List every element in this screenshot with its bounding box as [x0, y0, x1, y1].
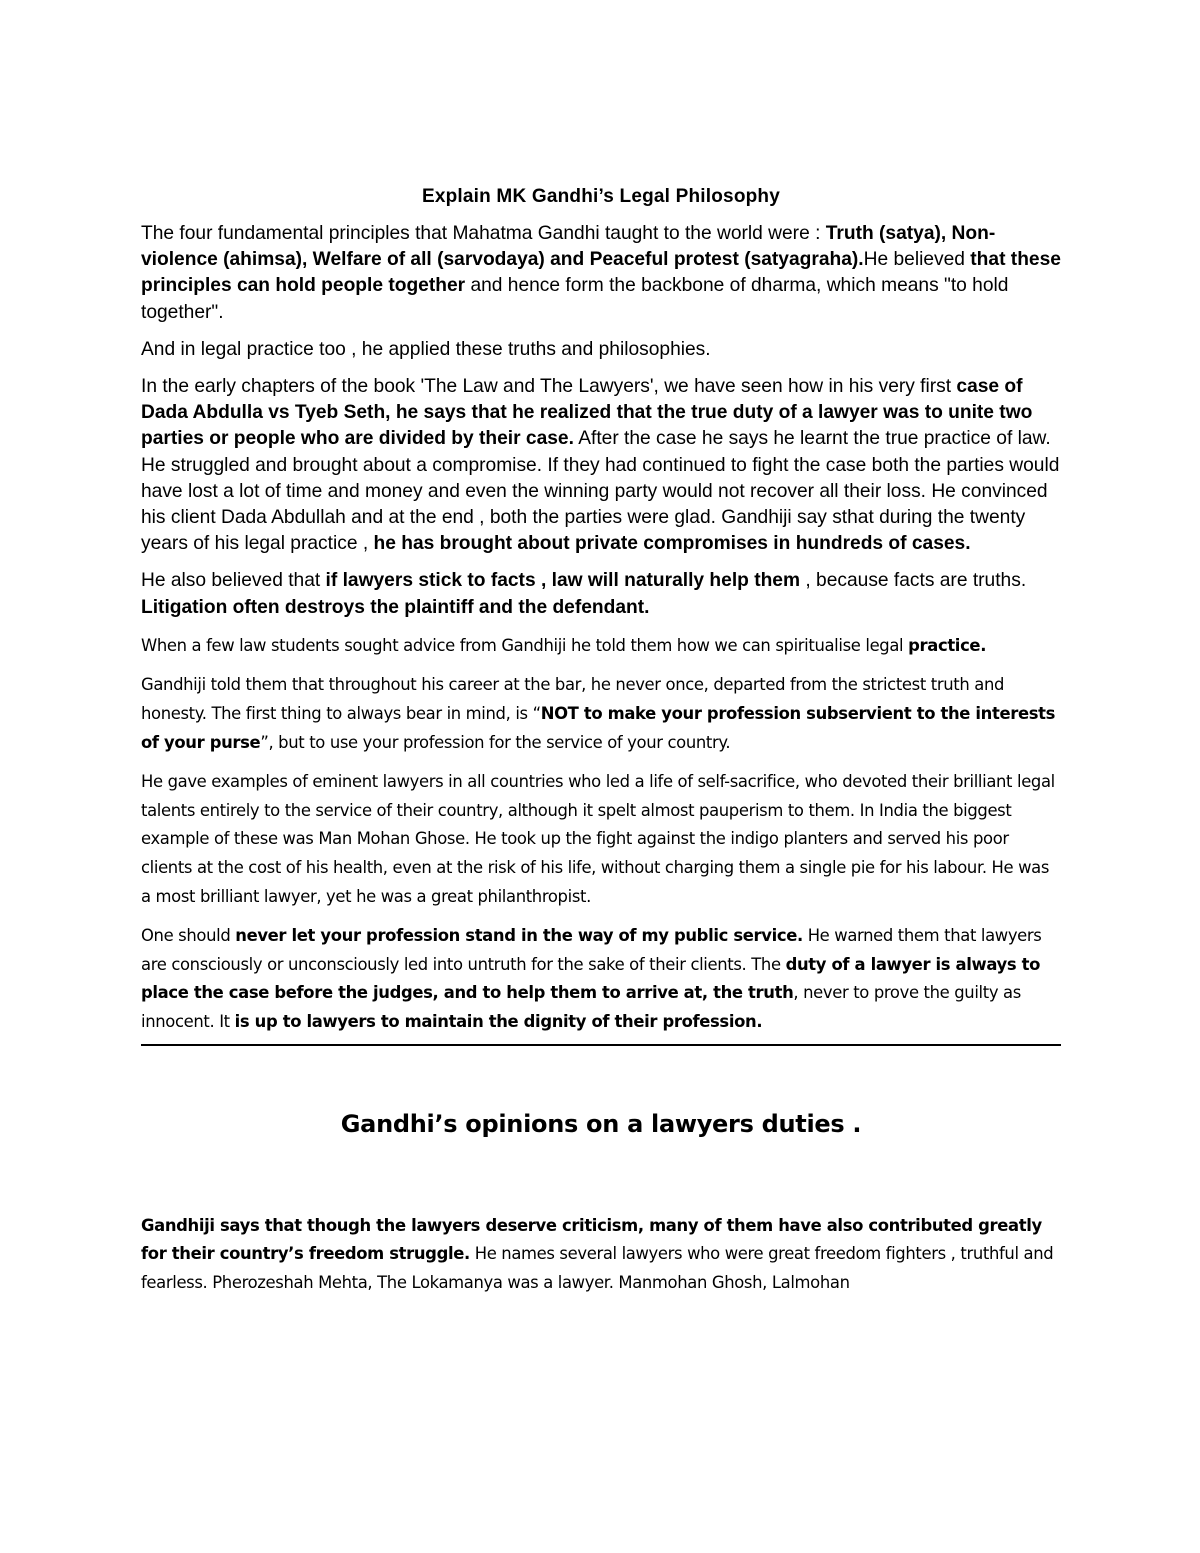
text-run: One should [141, 926, 236, 946]
text-run: and hence form the backbone of dharma, which means "to hold together". [141, 275, 1009, 323]
bold-run: NOT to make your profession subservient to the interests of your purse [141, 704, 1056, 752]
bold-run: is up to lawyers to maintain the dignity of their profession. [234, 1011, 763, 1031]
paragraph-legal-practice: And in legal practice too , he applied these truths and philosophies. [141, 338, 711, 360]
text-run: When a few law students sought advice from Gandhiji he told them how we can spiritualise legal [141, 635, 909, 655]
text-run: ”, but to use your profession for the service of your country. [260, 732, 731, 752]
bold-run: practice. [908, 635, 987, 655]
text-run: He names several lawyers who were great freedom fighters , truthful and fearless. Pherozeshah Mehta, The Lokamanya was a lawyer. Manmohan Ghosh, Lalmohan [141, 1244, 1054, 1292]
bold-run: Truth (satya), Non-violence (ahimsa), Welfare of all (sarvodaya) and Peaceful protest (satyagraha). [141, 223, 996, 271]
text-run: In the early chapters of the book 'The Law and The Lawyers', we have seen how in his very first [141, 376, 957, 398]
horizontal-divider [141, 1044, 1061, 1046]
text-run: He believed [863, 249, 971, 271]
paragraph-truth-honesty [141, 671, 1061, 757]
bold-run: if lawyers stick to facts , law will naturally help them [325, 570, 801, 592]
document-title: Explain MK Gandhi’s Legal Philosophy [421, 186, 781, 207]
bold-run: he has brought about private compromises in hundreds of cases. [373, 533, 971, 555]
bold-run: Gandhiji says that though the lawyers deserve criticism, many of them have also contributed greatly for their country’s freedom struggle. [141, 1215, 1042, 1264]
paragraph-dada-abdulla-case [141, 374, 1061, 557]
paragraph-freedom-struggle [141, 1212, 1061, 1298]
text-run: He also believed that [141, 570, 326, 592]
paragraph-law-students [141, 632, 1061, 661]
bold-run: that these principles can hold people together [141, 249, 1061, 297]
text-run: , never to prove the guilty as innocent. It [141, 983, 1021, 1031]
document-page [141, 186, 1061, 1308]
text-run: , because facts are truths. [800, 570, 1027, 592]
text-run: After the case he says he learnt the true practice of law. He struggled and brought about a compromise. If they had continued to fight the case both the parties would have lost a lot of time and money and even the winning party would not recover all their loss. He convinced his client Dada Abdullah and at the end , both the parties were glad. Gandhiji say sthat during the twenty years of his legal practice , [141, 428, 1060, 555]
bold-run: Litigation often destroys the plaintiff and the defendant. [141, 596, 650, 618]
paragraph-principles [141, 221, 1061, 326]
bold-run: case of Dada Abdulla vs Tyeb Seth, he says that he realized that the true duty of a lawyer was to unite two parties or people who are divided by their case. [141, 376, 1033, 450]
text-run: He warned them that lawyers are consciously or unconsciously led into untruth for the sake of their clients. The [141, 926, 1042, 974]
bold-run: duty of a lawyer is always to place the case before the judges, and to help them to arrive at, the truth [141, 954, 1041, 1003]
text-run: Gandhiji told them that throughout his career at the bar, he never once, departed from the strictest truth and honesty. The first thing to always bear in mind, is “ [141, 675, 1005, 724]
section-heading: Gandhi’s opinions on a lawyers duties . [340, 1109, 862, 1138]
paragraph-eminent-lawyers: He gave examples of eminent lawyers in all countries who led a life of self-sacrifice, who devoted their brilliant legal talents entirely to the service of their country, although it spelt almost pauperism to them. In India the biggest example of these was Man Mohan Ghose. He took up the fight against the indigo planters and served his poor clients at the cost of his health, even at the risk of his life, without charging them a single pie for his labour. He was a most brilliant lawyer, yet he was a great philanthropist. [141, 772, 1055, 906]
paragraph-facts [141, 568, 1061, 620]
text-run: The four fundamental principles that Mahatma Gandhi taught to the world were : [141, 223, 826, 244]
paragraph-public-service [141, 922, 1061, 1036]
bold-run: never let your profession stand in the way of my public service. [235, 926, 803, 946]
